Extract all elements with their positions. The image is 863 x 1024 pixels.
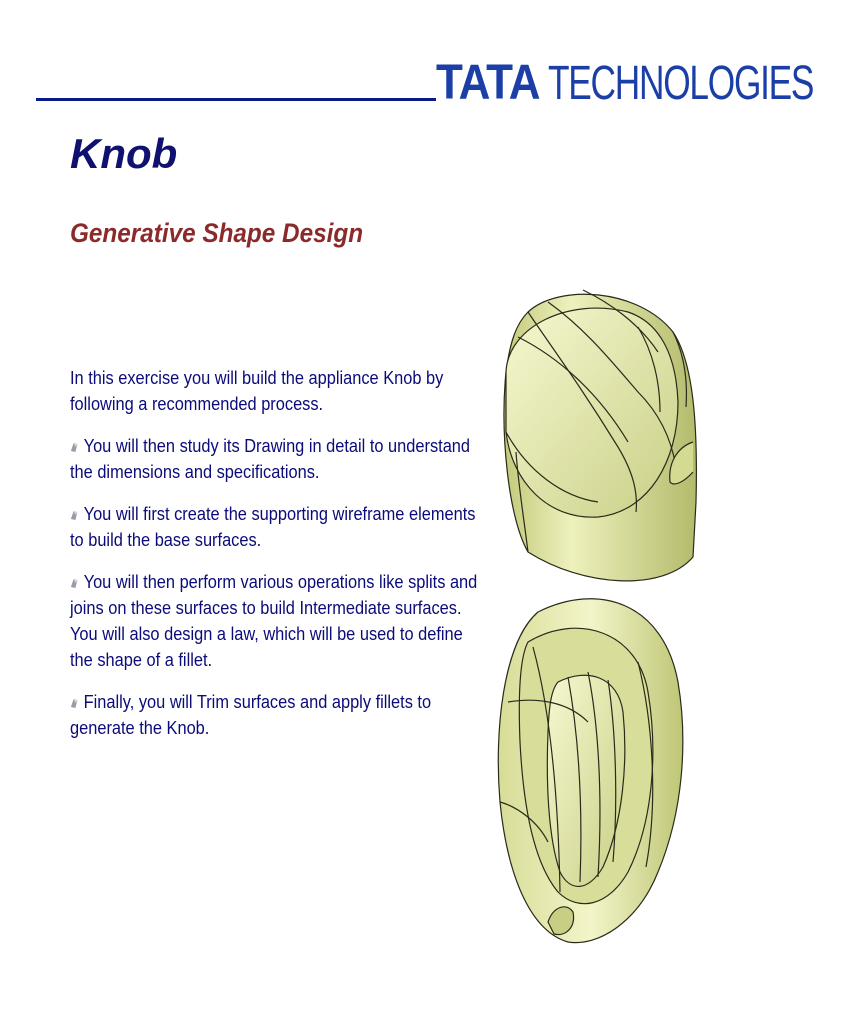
bullet-item [70,433,489,485]
logo-bold-text: TATA [436,55,540,110]
bullet-icon [70,578,78,589]
knob-3d-illustration [488,282,720,962]
page-subtitle: Generative Shape Design [70,218,364,248]
bullet-text: You will first create the supporting wireframe elements to build the base surfaces. [70,504,476,550]
bullet-icon [70,442,78,453]
header-rule [36,98,436,101]
logo-regular-text: TECHNOLOGIES [547,55,813,110]
body-text [70,365,489,757]
bullet-icon [70,698,78,709]
bullet-item [70,569,489,673]
bullet-text: You will then perform various operations like splits and joins on these surfaces to build Intermediate surfaces. You will also design a law, which will be used to define the shape of a fillet. [70,572,478,670]
knob-bottom-view [498,599,683,943]
page-title: Knob [70,130,178,177]
knob-top-view [504,290,696,581]
bullet-item [70,689,489,741]
tata-technologies-logo [436,55,863,114]
bullet-icon [70,510,78,521]
bullet-item [70,501,489,553]
bullet-text: Finally, you will Trim surfaces and apply fillets to generate the Knob. [70,692,432,738]
bullet-text: You will then study its Drawing in detail to understand the dimensions and specifications. [70,436,471,482]
intro-paragraph: In this exercise you will build the appliance Knob by following a recommended process. [70,368,444,414]
